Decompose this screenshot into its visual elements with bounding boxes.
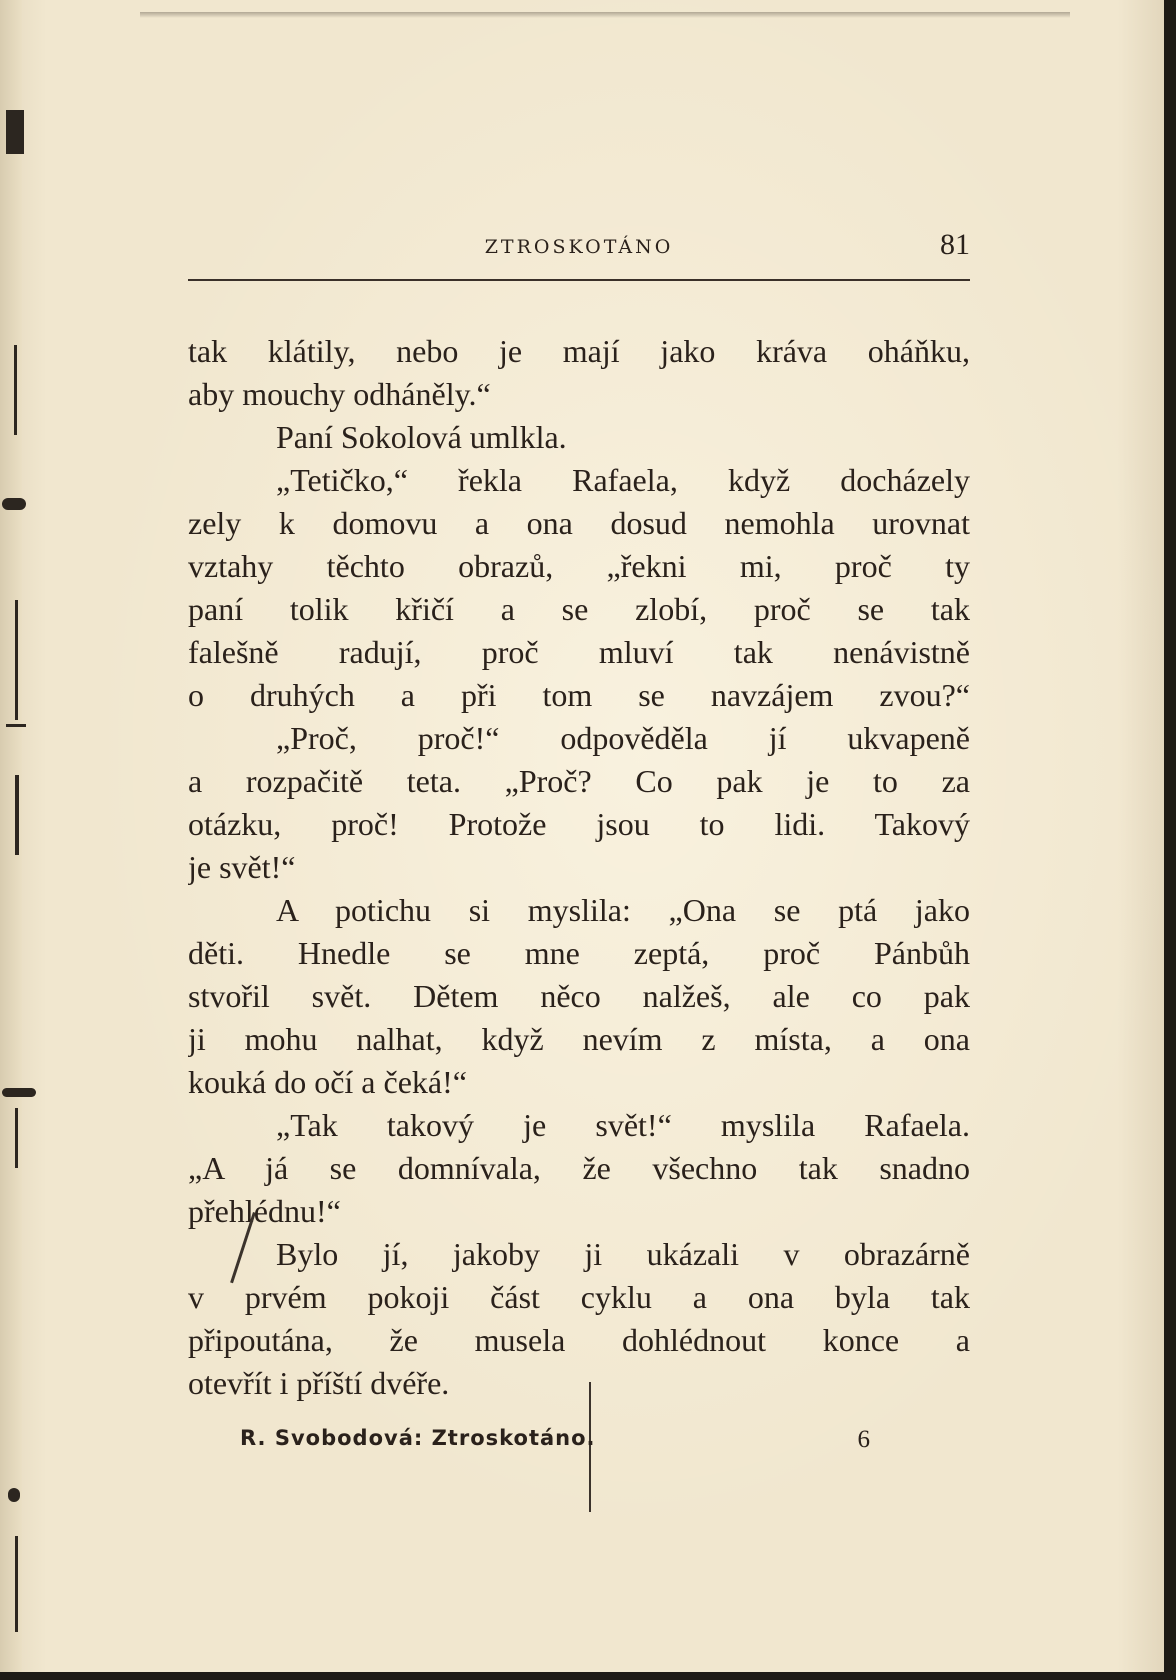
text-line: stvořil svět. Dětem něco nalžeš, ale co pak bbox=[188, 978, 970, 1014]
header-rule bbox=[188, 279, 970, 281]
edge-mark-3 bbox=[2, 498, 26, 510]
running-head bbox=[188, 228, 970, 272]
text-line: v prvém pokoji část cyklu a ona byla tak bbox=[188, 1279, 970, 1315]
text-line: otevřít i příští dvéře. bbox=[188, 1365, 450, 1401]
edge-mark-7 bbox=[2, 1088, 36, 1097]
text-line: a rozpačitě teta. „Proč? Co pak je to za bbox=[188, 763, 970, 799]
text-line: kouká do očí a čeká!“ bbox=[188, 1064, 467, 1100]
text-line: Bylo jí, jakoby ji ukázali v obrazárně bbox=[276, 1236, 970, 1272]
signature-footer bbox=[240, 1426, 870, 1462]
text-line: „Tetičko,“ řekla Rafaela, když docházely bbox=[276, 462, 970, 498]
edge-mark-9 bbox=[8, 1488, 20, 1502]
text-line: otázku, proč! Protože jsou to lidi. Takový bbox=[188, 806, 970, 842]
text-line: vztahy těchto obrazů, „řekni mi, proč ty bbox=[188, 548, 970, 584]
edge-mark-8 bbox=[15, 1108, 18, 1168]
edge-mark-10 bbox=[15, 1536, 18, 1632]
text-line: „A já se domnívala, že všechno tak snadno bbox=[188, 1150, 970, 1186]
text-line: „Tak takový je svět!“ myslila Rafaela. bbox=[276, 1107, 970, 1143]
signature-mark: R. Svobodová: Ztroskotáno. bbox=[240, 1426, 596, 1450]
signature-number: 6 bbox=[857, 1426, 870, 1453]
text-line: tak klátily, nebo je mají jako kráva oháňku, bbox=[188, 333, 970, 369]
edge-mark-4 bbox=[15, 600, 18, 720]
edge-mark-1 bbox=[6, 110, 24, 154]
edge-mark-5 bbox=[6, 724, 26, 727]
edge-mark-6 bbox=[15, 775, 19, 855]
text-line: přehlédnu!“ bbox=[188, 1193, 341, 1229]
page-top-shadow bbox=[140, 12, 1070, 18]
text-line: aby mouchy odháněly.“ bbox=[188, 376, 491, 412]
text-line: zely k domovu a ona dosud nemohla urovnat bbox=[188, 505, 970, 541]
text-line: Paní Sokolová umlkla. bbox=[276, 419, 567, 455]
page-number: 81 bbox=[940, 228, 970, 261]
text-line: paní tolik křičí a se zlobí, proč se tak bbox=[188, 591, 970, 627]
text-line: děti. Hnedle se mne zeptá, proč Pánbůh bbox=[188, 935, 970, 971]
text-line: je svět!“ bbox=[188, 849, 296, 885]
text-line: ji mohu nalhat, když nevím z místa, a ona bbox=[188, 1021, 970, 1057]
running-title: ZTROSKOTÁNO bbox=[484, 236, 674, 258]
edge-mark-2 bbox=[14, 345, 17, 435]
body-text bbox=[188, 330, 970, 1405]
text-line: falešně radují, proč mluví tak nenávistně bbox=[188, 634, 970, 670]
text-line: A potichu si myslila: „Ona se ptá jako bbox=[276, 892, 970, 928]
text-line: připoutána, že musela dohlédnout konce a bbox=[188, 1322, 970, 1358]
text-line: o druhých a při tom se navzájem zvou?“ bbox=[188, 677, 970, 713]
text-line: „Proč, proč!“ odpověděla jí ukvapeně bbox=[276, 720, 970, 756]
